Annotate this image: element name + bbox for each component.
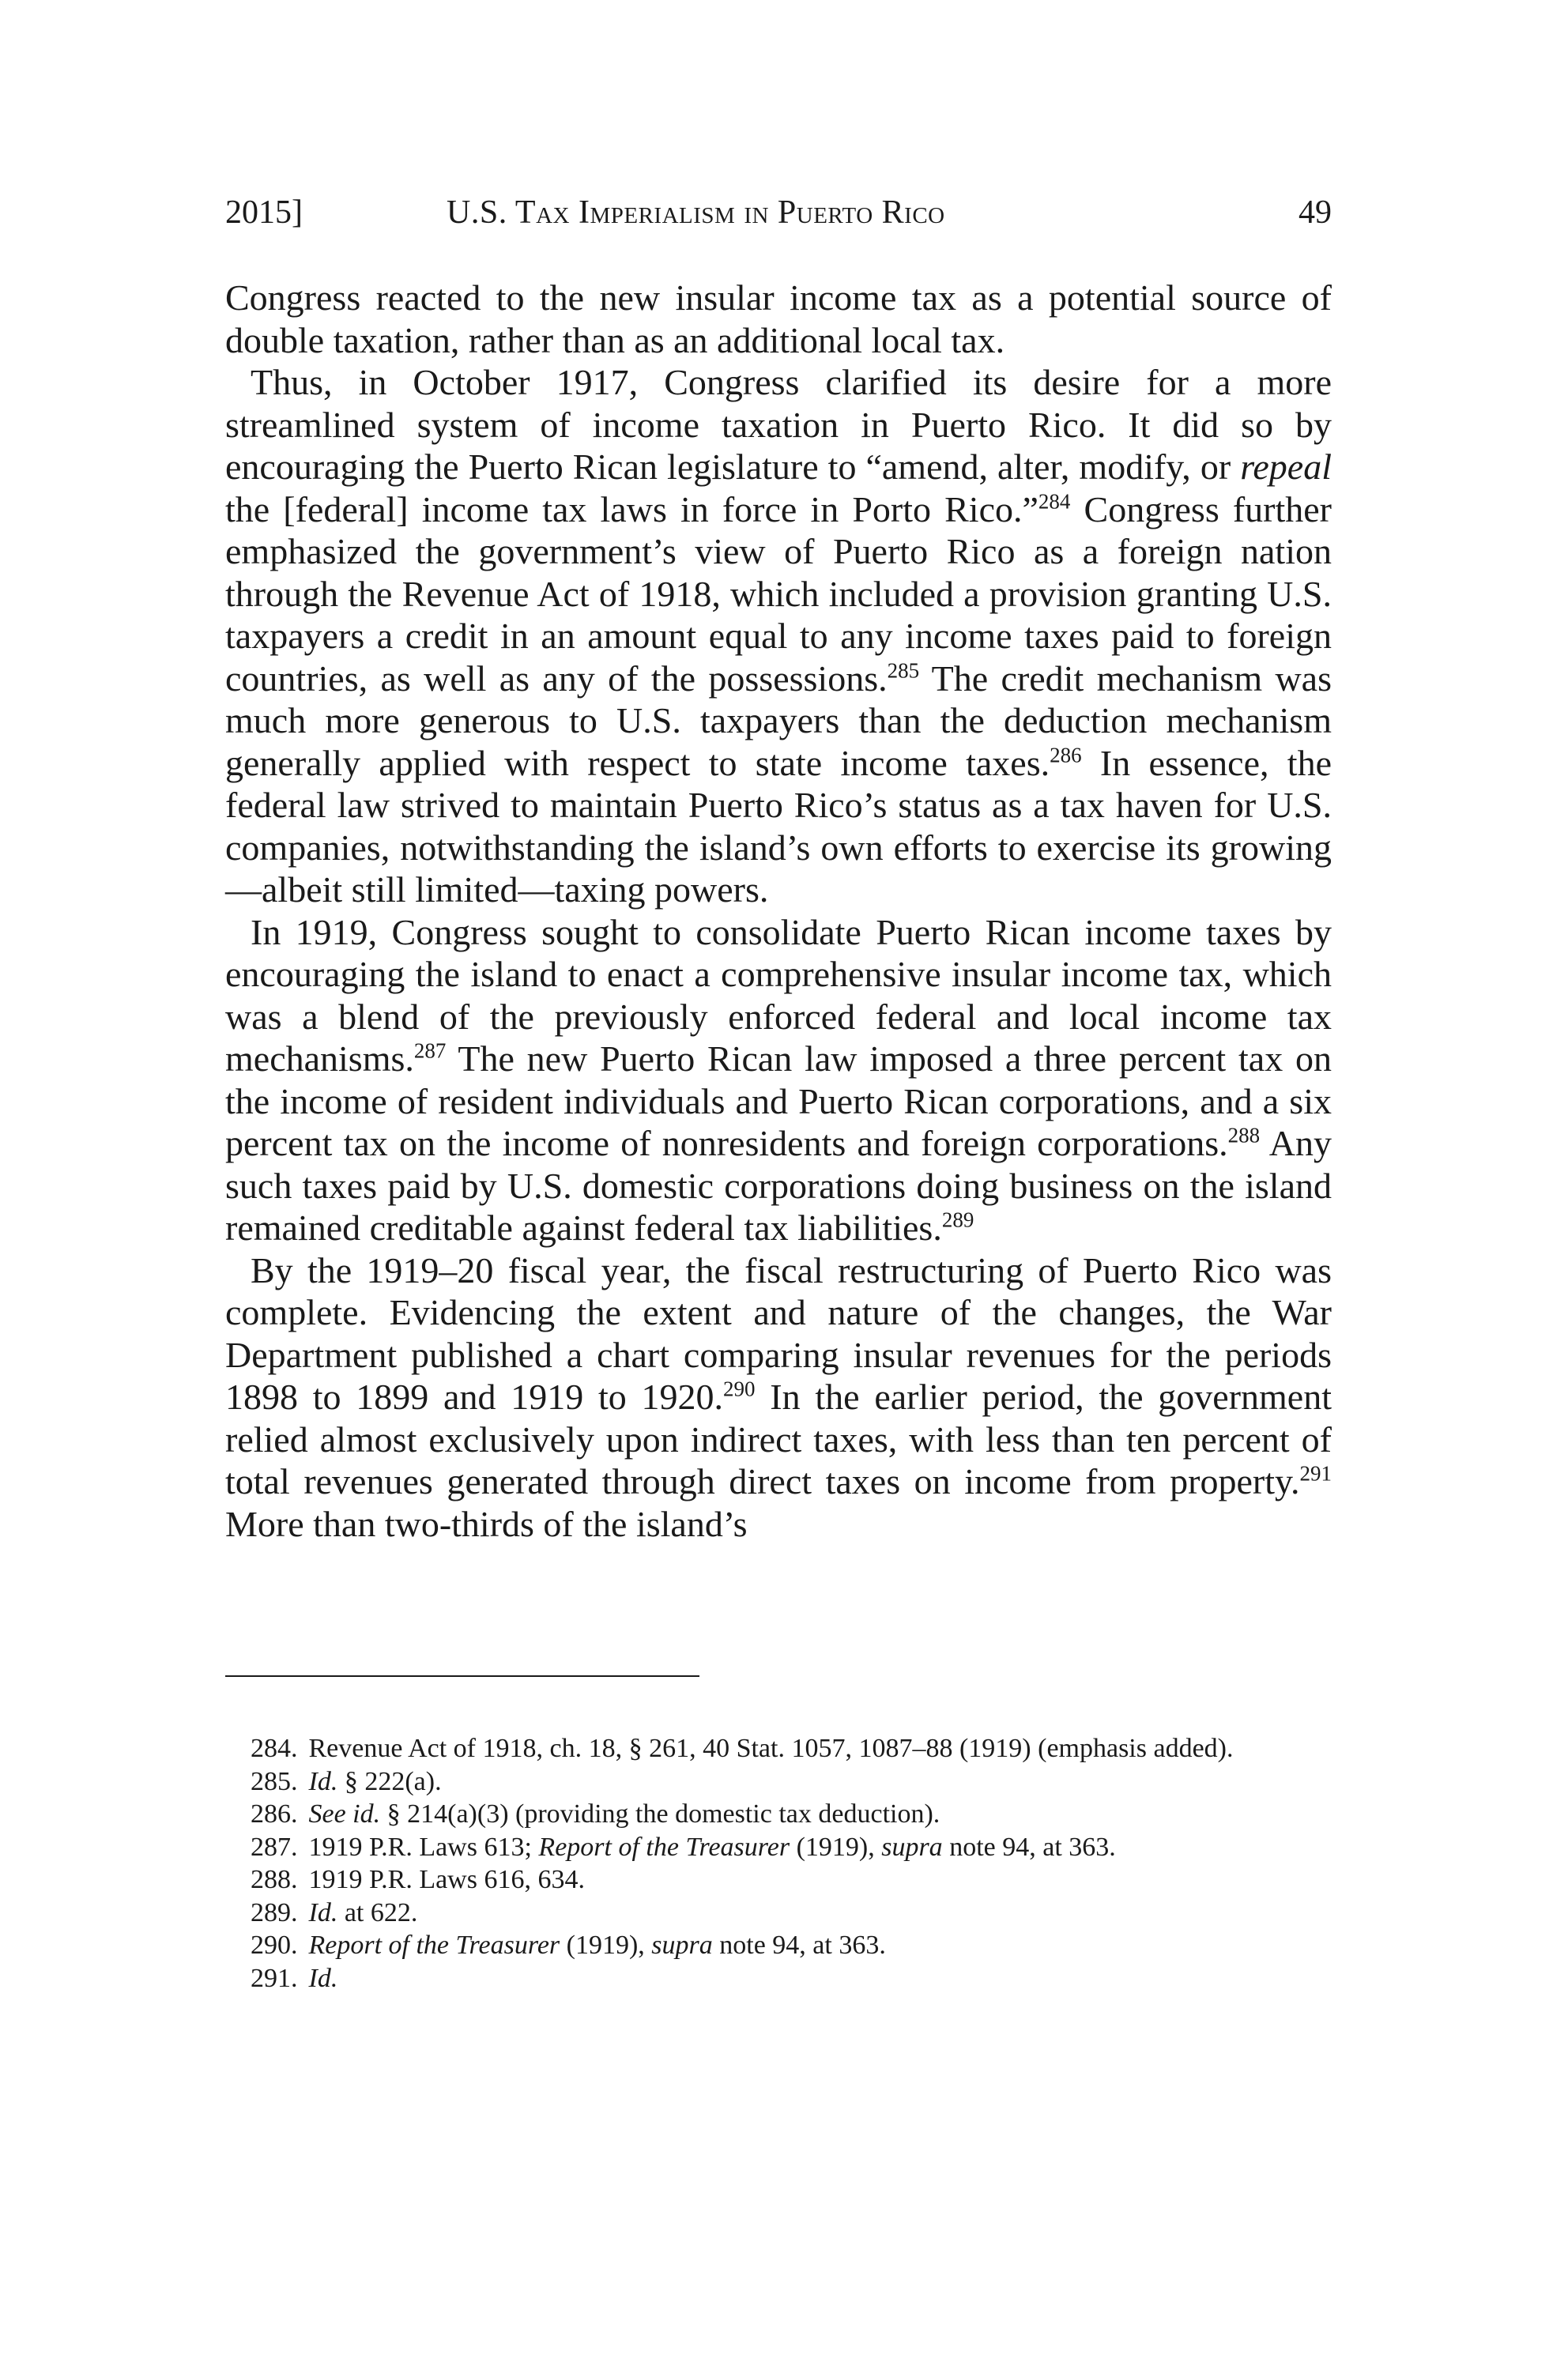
- footnote-text: (1919),: [790, 1832, 882, 1862]
- footnotes: [225, 1732, 1332, 1995]
- footnote-number: 291.: [251, 1963, 298, 1993]
- footnote-text: (1919),: [560, 1931, 652, 1960]
- paragraph-text: In the earlier period, the government relied almost exclusively upon indirect taxes, with less than ten percent of total revenues generated through direct taxes on income from property.: [225, 1377, 1332, 1501]
- paragraph-text: In 1919, Congress sought to consolidate Puerto Rican income taxes by encouraging the island to enact a comprehensive insular income tax, which was a blend of the previously enforced federal and local income tax mechanisms.: [225, 911, 1332, 1079]
- footnote-italic: Report of the Treasurer: [538, 1832, 790, 1862]
- paragraph-text: More than two-thirds of the island’s: [225, 1503, 748, 1544]
- italic-emphasis: repeal: [1240, 446, 1332, 487]
- page-number: 49: [1298, 194, 1332, 231]
- footnote-text: § 214(a)(3) (providing the domestic tax deduction).: [380, 1799, 940, 1829]
- footnote-ref[interactable]: 284: [1038, 489, 1071, 514]
- footnote-291: [225, 1962, 1332, 1995]
- footnote-number: 287.: [251, 1832, 298, 1862]
- paragraph-4: [225, 1249, 1332, 1546]
- footnote-text: 1919 P.R. Laws 613;: [308, 1832, 539, 1862]
- paragraph-text: Any such taxes paid by U.S. domestic corporations doing business on the island remained creditable against federal tax liabilities.: [225, 1123, 1332, 1248]
- footnote-number: 288.: [251, 1865, 298, 1894]
- footnote-284: [225, 1732, 1332, 1765]
- footnote-288: [225, 1863, 1332, 1897]
- main-text: [225, 277, 1332, 1545]
- header-title: U.S. Tax Imperialism in Puerto Rico: [447, 194, 945, 231]
- footnote-285: [225, 1765, 1332, 1799]
- paragraph-text: the [federal] income tax laws in force in Porto Rico.”: [225, 488, 1038, 529]
- footnote-ref[interactable]: 291: [1299, 1461, 1332, 1486]
- footnote-ref[interactable]: 286: [1050, 743, 1082, 767]
- footnote-ref[interactable]: 289: [941, 1207, 974, 1232]
- paragraph-text: Thus, in October 1917, Congress clarified its desire for a more streamlined system of income taxation in Puerto Rico. It did so by encouraging the Puerto Rican legislature to “amend, alter, modify, or: [225, 362, 1332, 487]
- footnote-286: [225, 1798, 1332, 1831]
- footnote-text: note 94, at 363.: [942, 1832, 1116, 1862]
- footnote-italic: Id.: [308, 1897, 338, 1927]
- footnote-italic: supra: [881, 1832, 943, 1862]
- footnote-divider: [225, 1675, 699, 1677]
- paragraph-text: Congress further emphasized the government’s view of Puerto Rico as a foreign nation through the Revenue Act of 1918, which included a provision granting U.S. taxpayers a credit in an amount equal to any income taxes paid to foreign countries, as well as any of the possessions.: [225, 488, 1332, 699]
- footnote-287: [225, 1831, 1332, 1864]
- paragraph-text: Congress reacted to the new insular income tax as a potential source of double taxation, rather than as an additional local tax.: [225, 277, 1332, 360]
- footnote-ref[interactable]: 285: [887, 658, 920, 683]
- footnote-ref[interactable]: 287: [413, 1038, 447, 1063]
- footnote-ref[interactable]: 290: [723, 1377, 756, 1401]
- footnote-290: [225, 1929, 1332, 1962]
- paragraph-1: [225, 277, 1332, 361]
- paragraph-text: The credit mechanism was much more generous to U.S. taxpayers than the deduction mechanism generally applied with respect to state income taxes.: [225, 657, 1332, 783]
- footnote-number: 286.: [251, 1799, 298, 1829]
- header-year: 2015]: [225, 194, 303, 231]
- footnote-text: at 622.: [337, 1897, 418, 1927]
- footnote-text: § 222(a).: [337, 1766, 442, 1796]
- footnote-italic: Id.: [308, 1963, 338, 1993]
- footnote-number: 285.: [251, 1766, 298, 1796]
- footnote-text: 1919 P.R. Laws 616, 634.: [308, 1865, 585, 1894]
- paragraph-text: The new Puerto Rican law imposed a three percent tax on the income of resident individuals and Puerto Rican corporations, and a six percent tax on the income of nonresidents and foreign corporations.: [225, 1038, 1332, 1163]
- footnote-text: note 94, at 363.: [712, 1931, 886, 1960]
- footnote-289: [225, 1897, 1332, 1930]
- footnote-italic: See id.: [308, 1799, 381, 1829]
- running-header: [225, 194, 1332, 241]
- footnote-number: 290.: [251, 1931, 298, 1960]
- footnote-ref[interactable]: 288: [1227, 1123, 1261, 1147]
- paragraph-text: In essence, the federal law strived to maintain Puerto Rico’s status as a tax haven for U.S. companies, notwithstanding the island’s own efforts to exercise its growing—albeit still limited—taxing powers.: [225, 742, 1332, 910]
- footnote-text: Revenue Act of 1918, ch. 18, § 261, 40 Stat. 1057, 1087–88 (1919) (emphasis added).: [308, 1734, 1234, 1763]
- paragraph-3: [225, 911, 1332, 1249]
- footnote-number: 289.: [251, 1897, 298, 1927]
- paragraph-2: [225, 361, 1332, 911]
- paragraph-text: By the 1919–20 fiscal year, the fiscal restructuring of Puerto Rico was complete. Evidencing the extent and nature of the changes, the War Department published a chart comparing insular revenues for the periods 1898 to 1899 and 1919 to 1920.: [225, 1249, 1332, 1417]
- footnote-number: 284.: [251, 1734, 298, 1763]
- footnote-italic: Id.: [308, 1766, 338, 1796]
- footnote-italic: Report of the Treasurer: [308, 1931, 560, 1960]
- footnote-italic: supra: [651, 1931, 713, 1960]
